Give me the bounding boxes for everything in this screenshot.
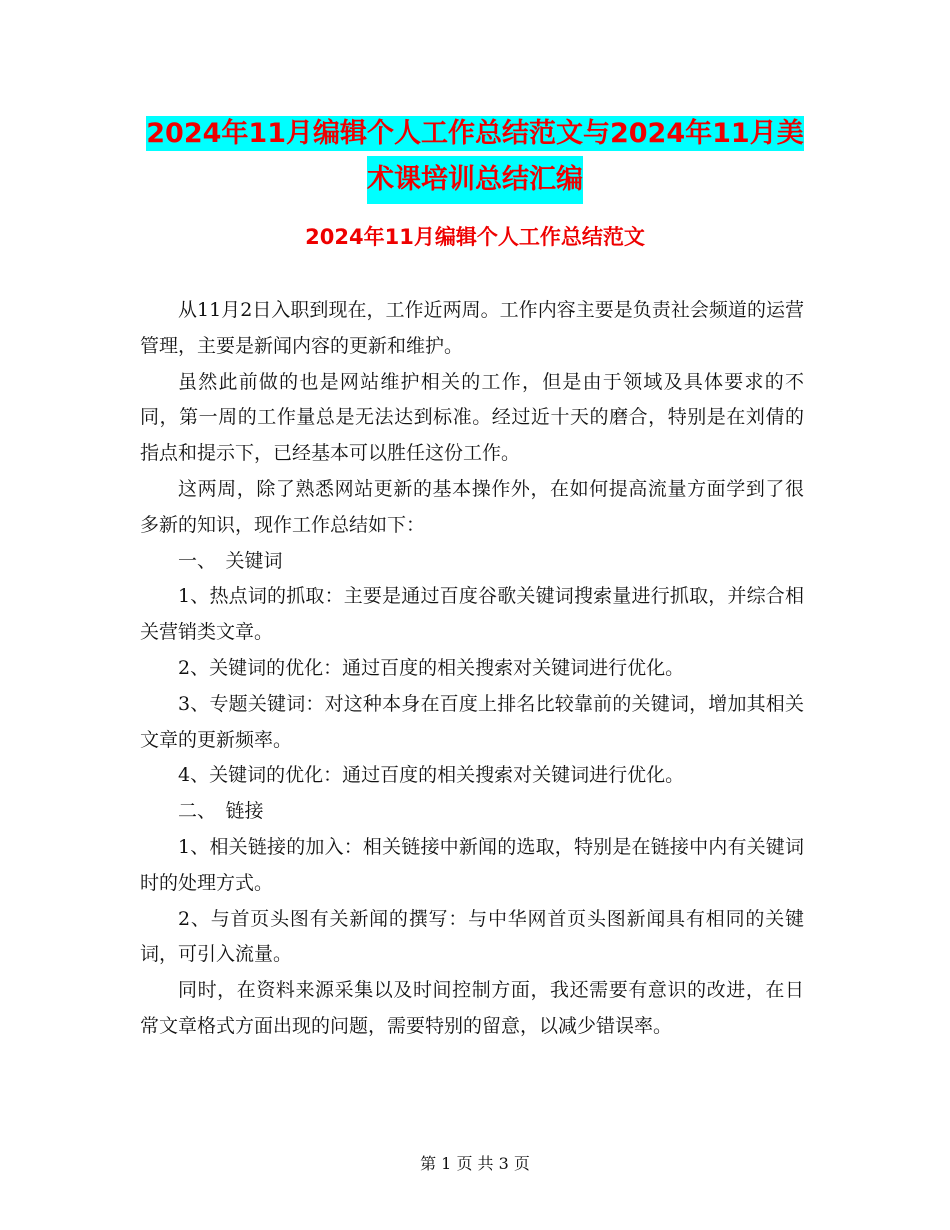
document-title — [0, 112, 950, 204]
paragraph: 3、专题关键词：对这种本身在百度上排名比较靠前的关键词，增加其相关文章的更新频率。 — [140, 692, 804, 751]
paragraph: 从11月2日入职到现在，工作近两周。工作内容主要是负责社会频道的运营管理，主要是新闻内容的更新和维护。 — [140, 299, 804, 357]
paragraph: 虽然此前做的也是网站维护相关的工作，但是由于领域及具体要求的不同，第一周的工作量总是无法达到标准。经过近十天的磨合，特别是在刘倩的指点和提示下，已经基本可以胜任这份工作。 — [140, 370, 804, 465]
paragraph: 同时，在资料来源采集以及时间控制方面，我还需要有意识的改进，在日常文章格式方面出现的问题，需要特别的留意，以减少错误率。 — [140, 979, 804, 1037]
paragraph: 2、与首页头图有关新闻的撰写：与中华网首页头图新闻具有相同的关键词，可引入流量。 — [140, 907, 804, 966]
document-title-line-1: 2024年11月编辑个人工作总结范文与2024年11月美 — [146, 118, 804, 149]
heading-links: 二、 链接 — [178, 800, 264, 823]
paragraph: 1、热点词的抓取：主要是通过百度谷歌关键词搜索量进行抓取，并综合相关营销类文章。 — [140, 585, 804, 644]
document-body — [140, 293, 804, 1045]
document-title-line-2: 术课培训总结汇编 — [367, 156, 583, 204]
page-footer: 第 1 页 共 3 页 — [420, 1154, 530, 1173]
heading-keywords: 一、 关键词 — [178, 549, 283, 572]
paragraph: 这两周，除了熟悉网站更新的基本操作外，在如何提高流量方面学到了很多新的知识，现作工作总结如下： — [140, 477, 804, 536]
paragraph: 4、关键词的优化：通过百度的相关搜索对关键词进行优化。 — [178, 764, 685, 787]
section-title: 2024年11月编辑个人工作总结范文 — [305, 225, 645, 249]
paragraph: 2、关键词的优化：通过百度的相关搜索对关键词进行优化。 — [178, 656, 685, 679]
paragraph: 1、相关链接的加入：相关链接中新闻的选取，特别是在链接中内有关键词时的处理方式。 — [140, 835, 804, 894]
